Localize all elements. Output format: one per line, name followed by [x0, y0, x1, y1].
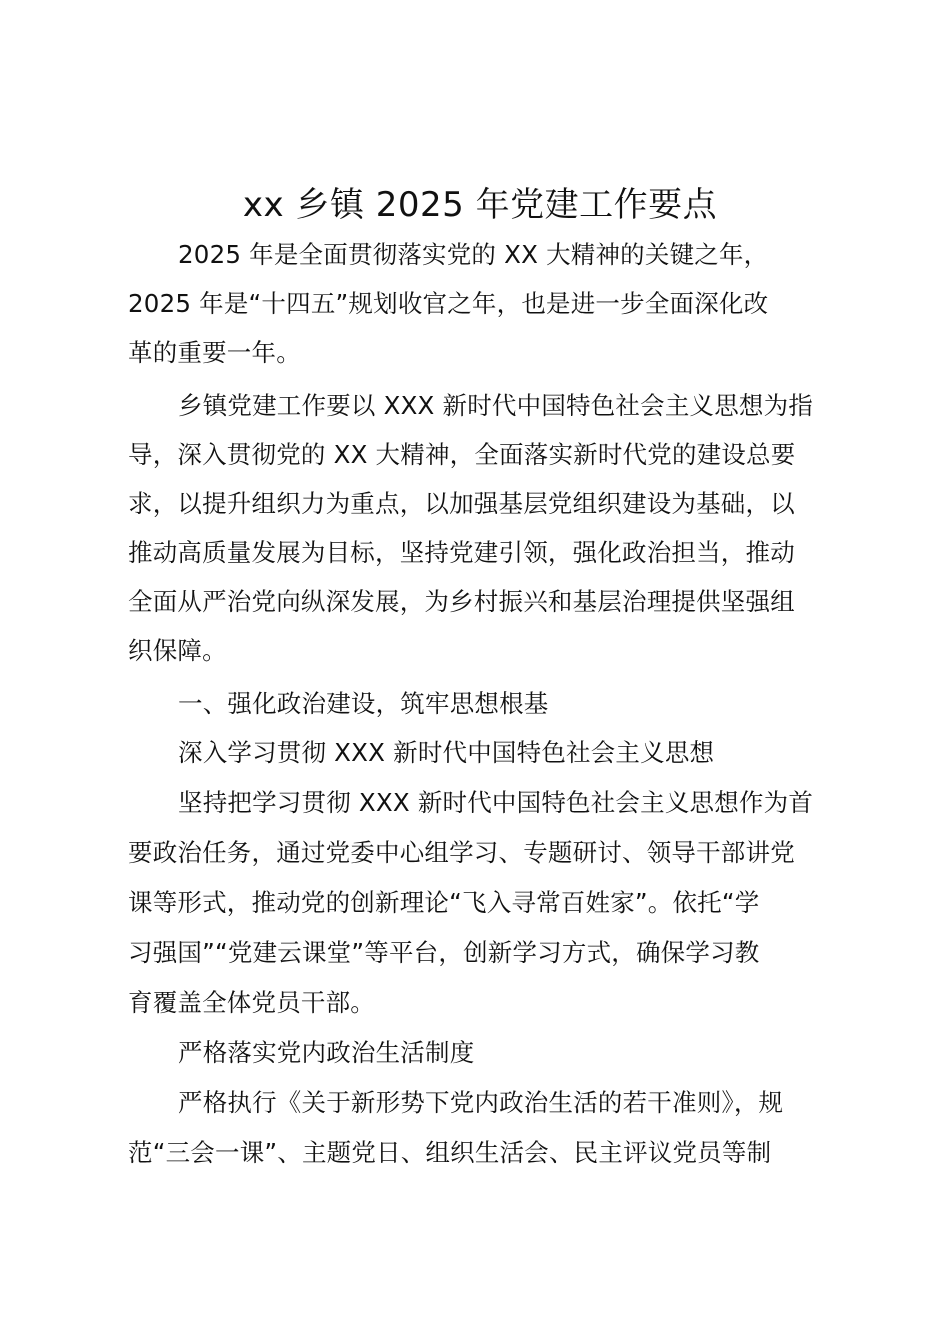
paragraph-line: 织保障。	[128, 636, 227, 665]
paragraph-line: 求，以提升组织力为重点，以加强基层党组织建设为基础，以	[128, 489, 795, 518]
subsection-heading: 深入学习贯彻 XXX 新时代中国特色社会主义思想	[178, 738, 715, 767]
paragraph-line: 育覆盖全体党员干部。	[128, 988, 375, 1017]
paragraph-line: 推动高质量发展为目标，坚持党建引领，强化政治担当，推动	[128, 538, 795, 567]
paragraph-line: 革的重要一年。	[128, 338, 301, 367]
paragraph-line: 要政治任务，通过党委中心组学习、专题研讨、领导干部讲党	[128, 838, 795, 867]
section-heading: 一、强化政治建设，筑牢思想根基	[178, 689, 549, 718]
paragraph-line: 严格执行《关于新形势下党内政治生活的若干准则》，规	[178, 1088, 784, 1117]
paragraph-line: 课等形式，推动党的创新理论“飞入寻常百姓家”。依托“学	[128, 888, 760, 917]
paragraph-line: 2025 年是全面贯彻落实党的 XX 大精神的关键之年，	[178, 240, 769, 269]
paragraph-line: 导，深入贯彻党的 XX 大精神，全面落实新时代党的建设总要	[128, 440, 796, 469]
paragraph-line: 范“三会一课”、主题党日、组织生活会、民主评议党员等制	[128, 1138, 772, 1167]
paragraph-line: 坚持把学习贯彻 XXX 新时代中国特色社会主义思想作为首	[178, 788, 814, 817]
paragraph-line: 2025 年是“十四五”规划收官之年，也是进一步全面深化改	[128, 289, 769, 318]
subsection-heading: 严格落实党内政治生活制度	[178, 1038, 475, 1067]
document-title: xx 乡镇 2025 年党建工作要点	[242, 185, 718, 225]
paragraph-line: 全面从严治党向纵深发展，为乡村振兴和基层治理提供坚强组	[128, 587, 795, 616]
paragraph-line: 乡镇党建工作要以 XXX 新时代中国特色社会主义思想为指	[178, 391, 814, 420]
paragraph-line: 习强国”“党建云课堂”等平台，创新学习方式，确保学习教	[128, 938, 760, 967]
